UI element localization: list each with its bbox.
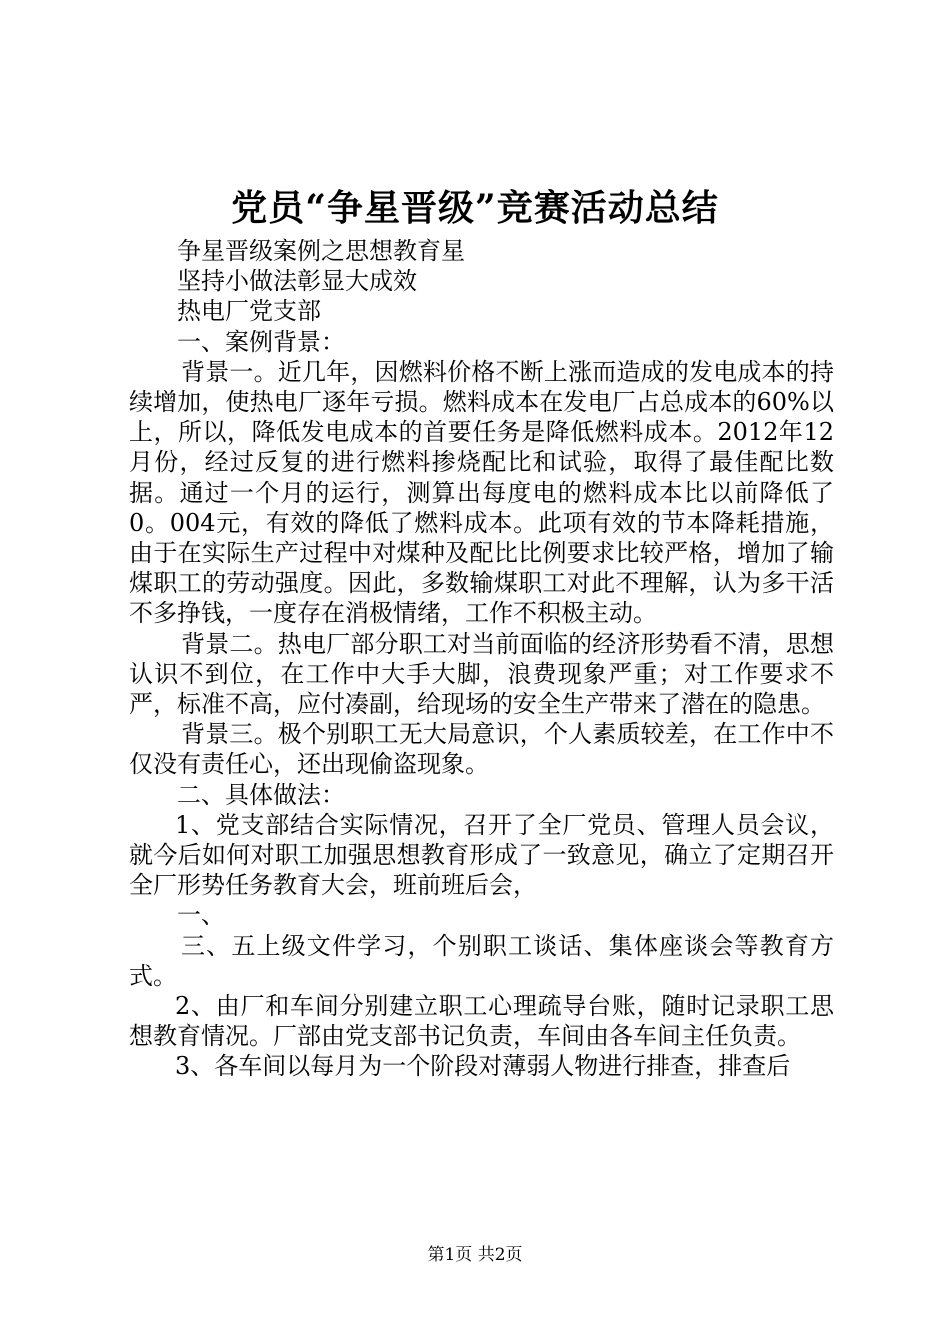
subtitle-slogan: 坚持小做法彰显大成效: [177, 267, 417, 296]
page-footer: 第1页 共2页: [427, 1245, 523, 1265]
paragraph-background-2: 背景二。热电厂部分职工对当前面临的经济形势看不清，思想认识不到位，在工作中大手大脚，浪费现象严重；对工作要求不严，标准不高，应付凑副，给现场的安全生产带来了潜在的隐患。: [129, 629, 834, 719]
document-body: [129, 236, 834, 1082]
subtitle-case: 争星晋级案例之思想教育星: [177, 237, 465, 265]
paragraph-background-1: 背景一。近几年，因燃料价格不断上涨而造成的发电成本的持续增加，使热电厂逐年亏损。燃料成本在发电厂占总成本的60%以上，所以，降低发电成本的首要任务是降低燃料成本。2012年12月份，经过反复的进行燃料掺烧配比和试验，取得了最佳配比数据。通过一个月的运行，测算出每度电的燃料成本比以前降低了0。004元，有效的降低了燃料成本。此项有效的节本降耗措施，由于在实际生产过程中对煤种及配比比例要求比较严格，增加了输煤职工的劳动强度。因此，多数输煤职工对此不理解，认为多干活不多挣钱，一度存在消极情绪，工作不积极主动。: [129, 357, 834, 628]
paragraph-background-3: 背景三。极个别职工无大局意识，个人素质较差，在工作中不仅没有责任心，还出现偷盗现象。: [129, 720, 834, 779]
paragraph-method-2: 2、由厂和车间分别建立职工心理疏导台账，随时记录职工思想教育情况。厂部由党支部书记负责，车间由各车间主任负责。: [129, 992, 834, 1051]
paragraph-method-1-cont: 三、五上级文件学习，个别职工谈话、集体座谈会等教育方式。: [129, 931, 834, 990]
subtitle-branch: 热电厂党支部: [177, 297, 321, 326]
document-title: 党员“争星晋级”竞赛活动总结: [231, 187, 719, 229]
paragraph-fragment: 一、: [177, 901, 225, 930]
section-heading-methods: 二、具体做法：: [177, 780, 345, 809]
paragraph-method-3: 3、各车间以每月为一个阶段对薄弱人物进行排查，排查后: [175, 1052, 791, 1081]
section-heading-background: 一、案例背景：: [177, 327, 345, 356]
paragraph-method-1: 1、党支部结合实际情况，召开了全厂党员、管理人员会议，就今后如何对职工加强思想教育形成了一致意见，确立了定期召开全厂形势任务教育大会，班前班后会，: [129, 810, 834, 900]
